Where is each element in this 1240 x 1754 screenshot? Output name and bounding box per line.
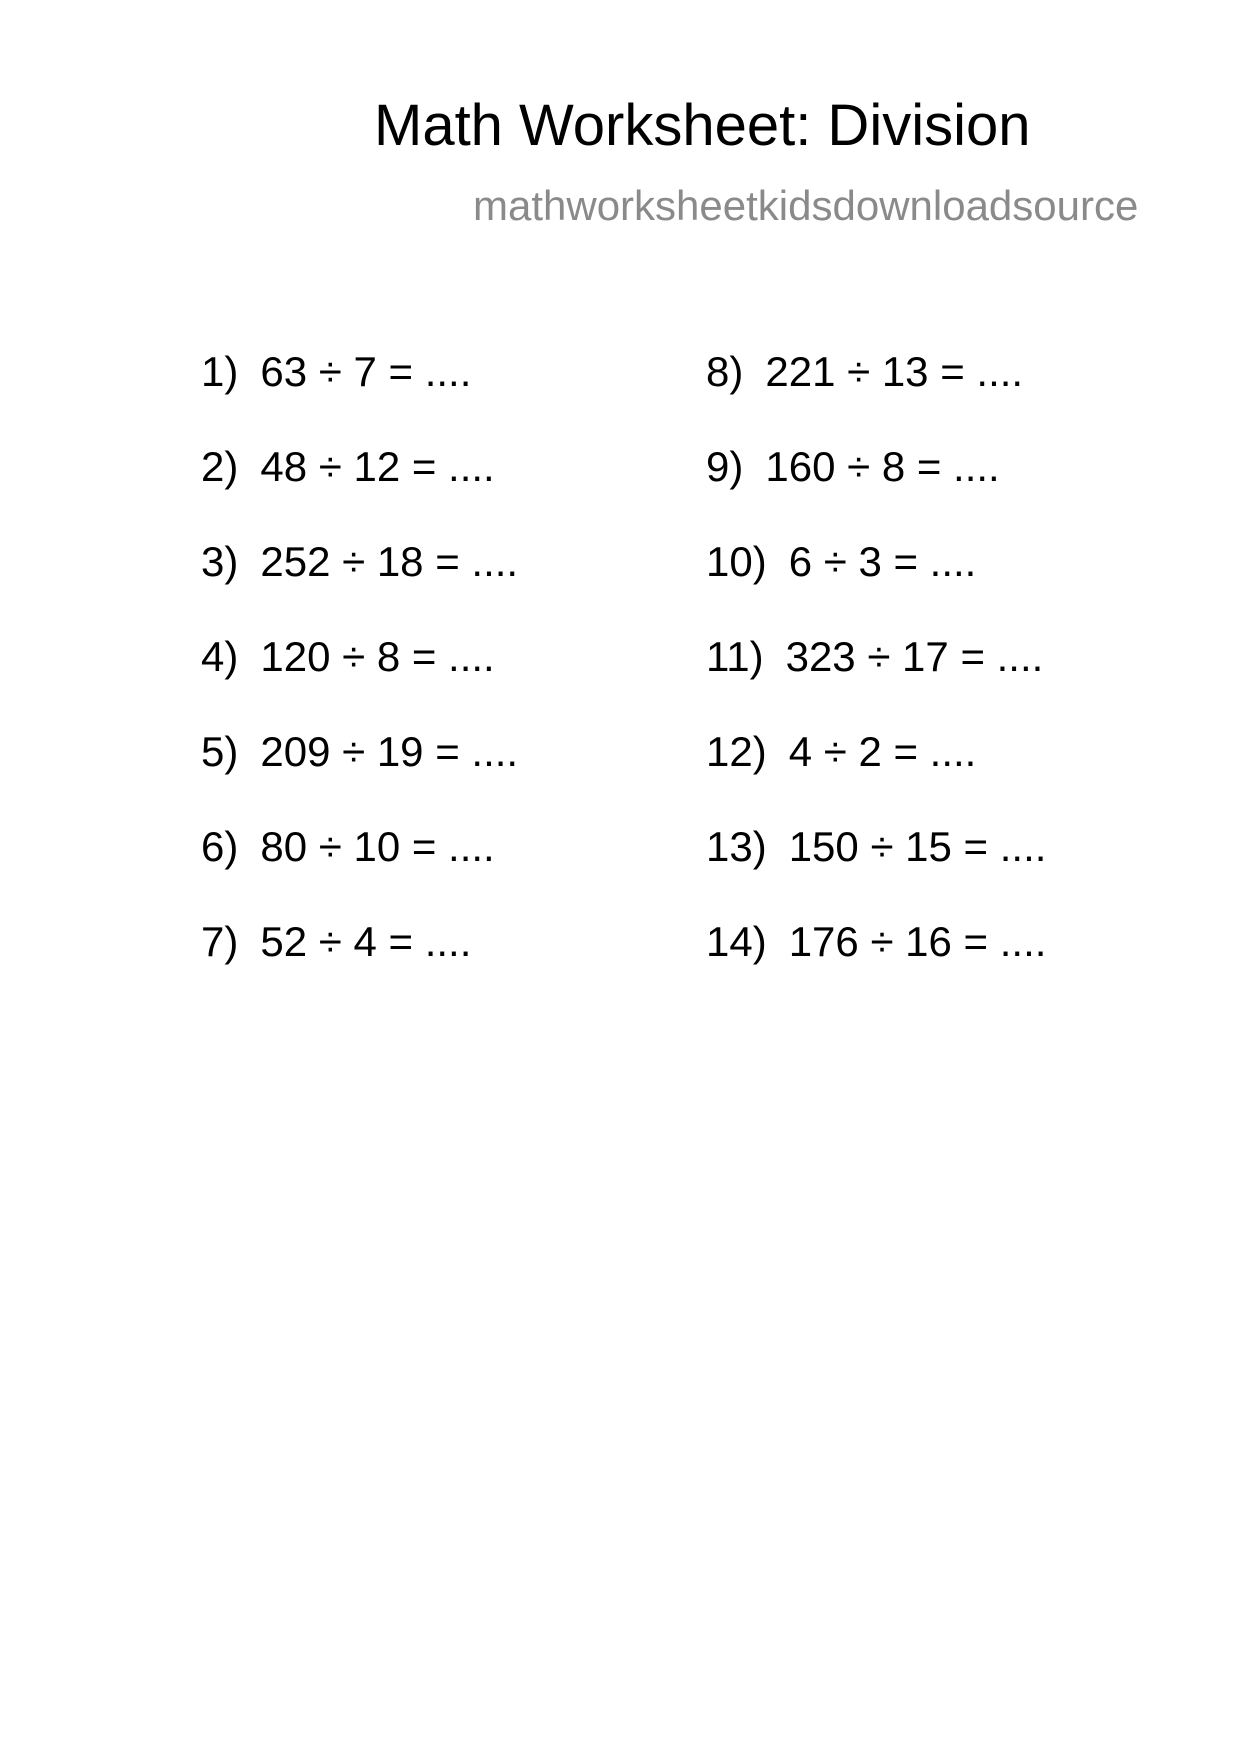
problem-expression: 221 ÷ 13 = .... (765, 348, 1024, 395)
problem-item (201, 728, 519, 826)
problem-item (201, 348, 518, 446)
problem-item (201, 633, 518, 731)
problem-expression: 252 ÷ 18 = .... (260, 538, 519, 585)
problem-item (706, 823, 1047, 921)
page-title: Math Worksheet: Division (374, 93, 1031, 158)
problem-expression: 63 ÷ 7 = .... (260, 348, 472, 395)
problem-number: 6) (201, 823, 239, 870)
problem-item (706, 443, 1046, 541)
problem-column-right (706, 348, 1047, 1016)
problem-item (201, 443, 518, 541)
problem-expression: 80 ÷ 10 = .... (260, 823, 495, 870)
problem-column-left (201, 348, 519, 1016)
problem-number: 3) (201, 538, 239, 585)
problem-number: 9) (706, 443, 744, 490)
problem-number: 4) (201, 633, 239, 680)
problem-number: 2) (201, 443, 239, 490)
problem-number: 5) (201, 728, 239, 775)
problem-number: 14) (706, 918, 767, 965)
problem-item (706, 918, 1047, 1016)
problem-item (201, 918, 518, 1016)
problem-number: 10) (706, 538, 767, 585)
page-subtitle: mathworksheetkidsdownloadsource (473, 182, 1139, 229)
problem-expression: 4 ÷ 2 = .... (788, 728, 977, 775)
problem-expression: 52 ÷ 4 = .... (260, 918, 472, 965)
problem-item (706, 728, 1046, 826)
problem-expression: 48 ÷ 12 = .... (260, 443, 495, 490)
problem-item (201, 823, 518, 921)
problem-expression: 209 ÷ 19 = .... (260, 728, 519, 775)
problem-expression: 160 ÷ 8 = .... (765, 443, 1000, 490)
problem-expression: 323 ÷ 17 = .... (785, 633, 1044, 680)
problem-number: 11) (706, 633, 764, 680)
problem-expression: 176 ÷ 16 = .... (788, 918, 1047, 965)
problem-number: 13) (706, 823, 767, 870)
problem-item (201, 538, 519, 636)
problem-expression: 6 ÷ 3 = .... (788, 538, 977, 585)
problem-number: 7) (201, 918, 239, 965)
problem-item (706, 633, 1046, 731)
problem-number: 1) (201, 348, 239, 395)
problem-item (706, 538, 1046, 636)
problem-expression: 120 ÷ 8 = .... (260, 633, 495, 680)
problem-item (706, 348, 1046, 446)
problem-expression: 150 ÷ 15 = .... (788, 823, 1047, 870)
problem-number: 8) (706, 348, 744, 395)
problem-number: 12) (706, 728, 767, 775)
